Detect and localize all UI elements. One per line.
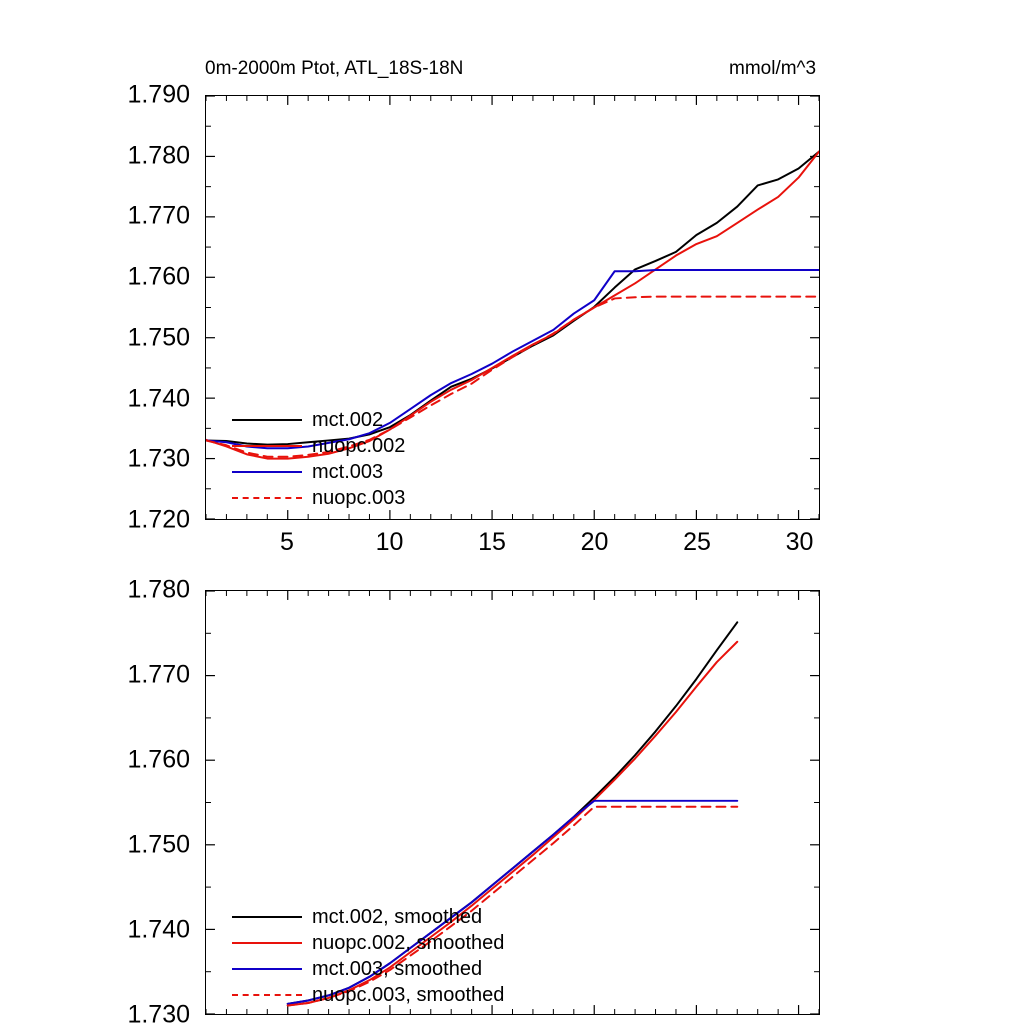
legend-label-nuopc003-smoothed: nuopc.003, smoothed bbox=[312, 984, 505, 1006]
top-panel-title: 0m-2000m Ptot, ATL_18S-18N bbox=[205, 58, 464, 79]
legend-item bbox=[232, 434, 405, 458]
legend-swatch-mct002-smoothed bbox=[232, 916, 302, 918]
x-tick-label: 5 bbox=[280, 528, 294, 556]
y-tick-label: 1.770 bbox=[127, 660, 190, 689]
y-tick-label: 1.790 bbox=[127, 80, 190, 109]
x-tick-label: 30 bbox=[785, 528, 814, 556]
y-tick-label: 1.780 bbox=[127, 575, 190, 604]
y-tick-label: 1.720 bbox=[127, 505, 190, 534]
x-tick-label: 20 bbox=[580, 528, 609, 556]
x-tick-label: 15 bbox=[478, 528, 506, 556]
legend-item bbox=[232, 486, 405, 510]
top-legend bbox=[232, 408, 405, 512]
x-tick-label: 25 bbox=[683, 528, 711, 556]
legend-item bbox=[232, 931, 504, 955]
y-tick-label: 1.760 bbox=[127, 745, 190, 774]
legend-swatch-nuopc003 bbox=[232, 497, 302, 499]
x-tick-label: 10 bbox=[375, 528, 404, 556]
y-tick-label: 1.760 bbox=[127, 262, 190, 291]
legend-item bbox=[232, 408, 405, 432]
legend-label-mct003: mct.003 bbox=[312, 461, 384, 483]
y-tick-label: 1.750 bbox=[127, 323, 190, 352]
legend-swatch-mct003 bbox=[232, 471, 302, 473]
bottom-legend bbox=[232, 905, 504, 1009]
legend-item bbox=[232, 905, 504, 929]
y-tick-label: 1.750 bbox=[127, 830, 190, 859]
legend-item bbox=[232, 957, 504, 981]
legend-label-nuopc003: nuopc.003 bbox=[312, 487, 406, 509]
y-tick-label: 1.770 bbox=[127, 201, 190, 230]
y-tick-label: 1.740 bbox=[127, 915, 190, 944]
legend-label-nuopc002: nuopc.002 bbox=[312, 435, 406, 457]
legend-swatch-nuopc003-smoothed bbox=[232, 994, 302, 996]
y-tick-label: 1.740 bbox=[127, 384, 190, 413]
legend-swatch-nuopc002 bbox=[232, 445, 302, 447]
y-tick-label: 1.780 bbox=[127, 141, 190, 170]
legend-swatch-mct003-smoothed bbox=[232, 968, 302, 970]
legend-item bbox=[232, 460, 405, 484]
legend-label-mct002-smoothed: mct.002, smoothed bbox=[312, 906, 483, 928]
top-panel-units: mmol/m^3 bbox=[729, 58, 817, 79]
legend-label-mct003-smoothed: mct.003, smoothed bbox=[312, 958, 483, 980]
legend-item bbox=[232, 983, 504, 1007]
y-tick-label: 1.730 bbox=[127, 1000, 190, 1029]
legend-label-mct002: mct.002 bbox=[312, 409, 384, 431]
legend-label-nuopc002-smoothed: nuopc.002, smoothed bbox=[312, 932, 505, 954]
legend-swatch-nuopc002-smoothed bbox=[232, 942, 302, 944]
y-tick-label: 1.730 bbox=[127, 444, 190, 473]
legend-swatch-mct002 bbox=[232, 419, 302, 421]
